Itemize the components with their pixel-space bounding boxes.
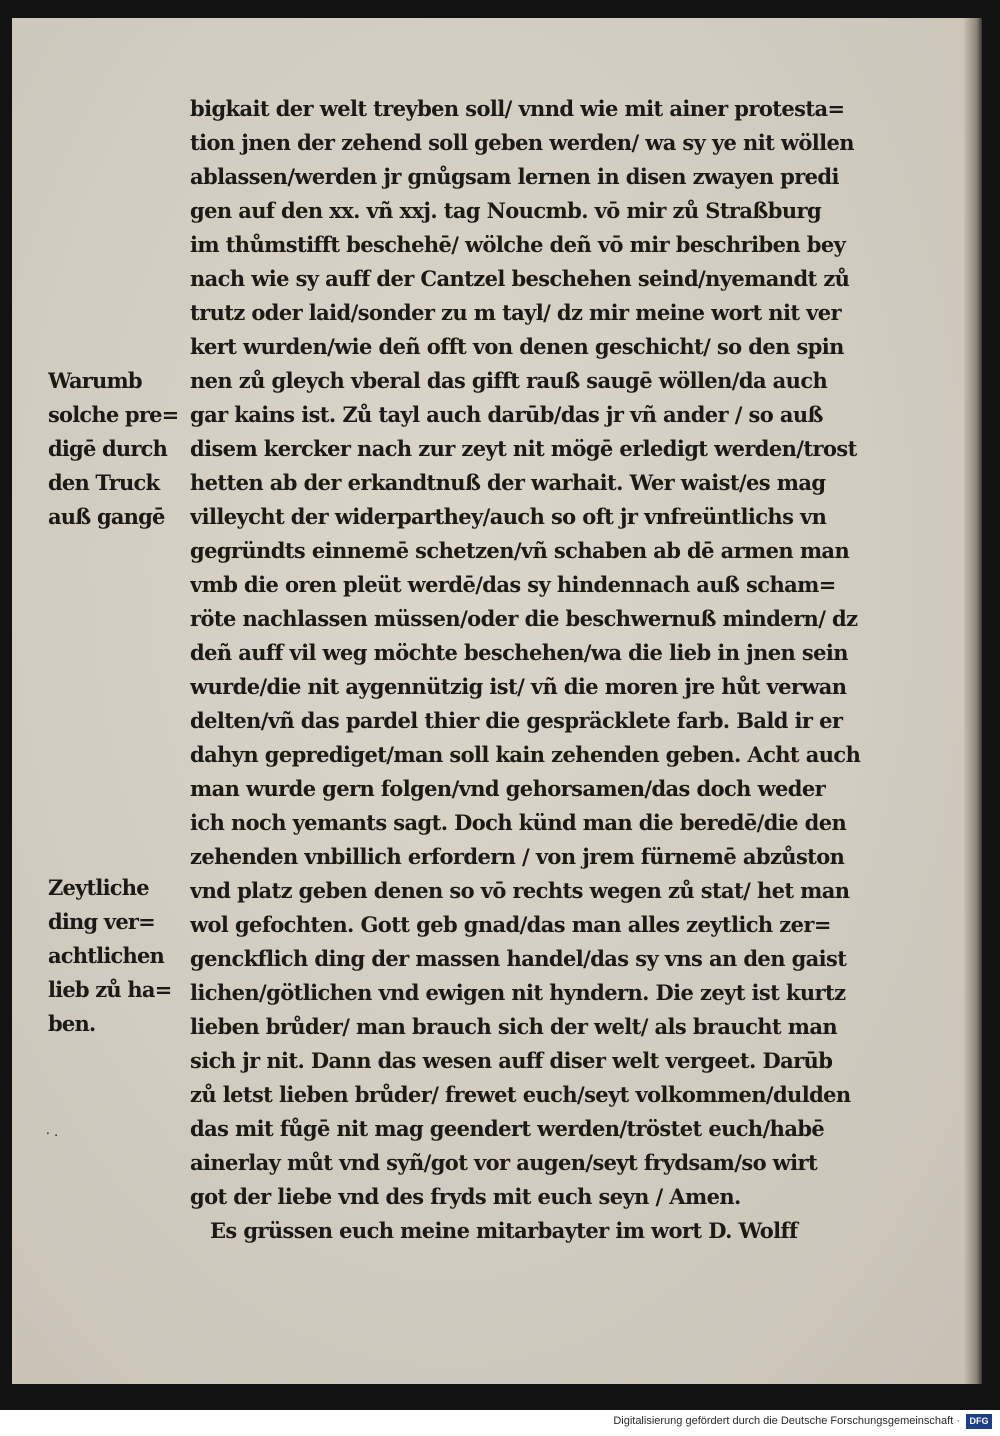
margin-note-line: digē durch — [48, 436, 168, 461]
text-line: man wurde gern folgen/vnd gehorsamen/das doch weder — [190, 776, 826, 801]
body-text — [190, 92, 920, 1248]
text-line: zů letst lieben brůder/ frewet euch/seyt volkommen/dulden — [190, 1082, 851, 1107]
margin-note-line: ding ver= — [48, 909, 155, 934]
text-line: lieben brůder/ man brauch sich der welt/ als braucht man — [190, 1014, 838, 1039]
text-line: röte nachlassen müssen/oder die beschwernuß mindern/ dz — [190, 606, 858, 631]
ink-smudge: ⸱ ⸳ — [46, 1126, 58, 1142]
text-line: kert wurden/wie deñ offt von denen geschicht/ so den spin — [190, 334, 844, 359]
text-line: hetten ab der erkandtnuß der warhait. Wer waist/es mag — [190, 470, 826, 495]
text-line: sich jr nit. Dann das wesen auff diser welt vergeet. Darūb — [190, 1048, 833, 1073]
margin-note-line: ben. — [48, 1011, 96, 1036]
text-line: got der liebe vnd des fryds mit euch seyn / Amen. — [190, 1184, 741, 1209]
margin-note-line: den Truck — [48, 470, 160, 495]
page-edge — [964, 18, 982, 1384]
text-line: bigkait der welt treyben soll/ vnnd wie mit ainer protesta= — [190, 96, 845, 121]
text-line: vmb die oren pleüt werdē/das sy hindennach auß scham= — [190, 572, 836, 597]
text-line: im thůmstifft beschehē/ wölche deñ vō mir beschriben bey — [190, 232, 846, 257]
text-line: ablassen/werden jr gnůgsam lernen in disen zwayen predi — [190, 164, 839, 189]
footer-credit: Digitalisierung gefördert durch die Deutsche Forschungsgemeinschaft · — [613, 1415, 960, 1427]
text-line: nen zů gleych vberal das gifft rauß saugē wöllen/da auch — [190, 368, 828, 393]
text-line: gar kains ist. Zů tayl auch darūb/das jr vñ ander / so auß — [190, 402, 823, 427]
text-line: tion jnen der zehend soll geben werden/ wa sy ye nit wöllen — [190, 130, 854, 155]
text-line: lichen/götlichen vnd ewigen nit hyndern. Die zeyt ist kurtz — [190, 980, 846, 1005]
text-line: trutz oder laid/sonder zu m tayl/ dz mir meine wort nit ver — [190, 300, 841, 325]
dfg-logo-icon[interactable]: DFG — [966, 1414, 992, 1429]
margin-note-line: Warumb — [48, 368, 142, 393]
text-line: wol gefochten. Gott geb gnad/das man alles zeytlich zer= — [190, 912, 831, 937]
text-line: ich noch yemants sagt. Doch künd man die beredē/die den — [190, 810, 847, 835]
digitization-footer — [0, 1410, 1000, 1436]
text-line: genckflich ding der massen handel/das sy vns an den gaist — [190, 946, 847, 971]
closing-line: Es grüssen euch meine mitarbayter im wort D. Wolff — [210, 1218, 798, 1243]
text-line: wurde/die nit aygennützig ist/ vñ die moren jre hůt verwan — [190, 674, 847, 699]
text-line: disem kercker nach zur zeyt nit mögē erledigt werden/trost — [190, 436, 857, 461]
text-line: dahyn geprediget/man soll kain zehenden geben. Acht auch — [190, 742, 861, 767]
margin-note-line: achtlichen — [48, 943, 165, 968]
text-line: nach wie sy auff der Cantzel beschehen seind/nyemandt zů — [190, 266, 850, 291]
margin-note-temporal — [48, 871, 190, 1041]
margin-note-line: solche pre= — [48, 402, 179, 427]
text-line: deñ auff vil weg möchte beschehen/wa die lieb in jnen sein — [190, 640, 848, 665]
margin-note-line: auß gangē — [48, 504, 165, 529]
text-line: villeycht der widerparthey/auch so oft jr vnfreüntlichs vn — [190, 504, 827, 529]
text-line: gen auf den xx. vñ xxj. tag Noucmb. vō mir zů Straßburg — [190, 198, 822, 223]
text-line: zehenden vnbillich erfordern / von jrem fürnemē abzůston — [190, 844, 845, 869]
text-line: vnd platz geben denen so vō rechts wegen zů stat/ het man — [190, 878, 850, 903]
text-line: das mit fůgē nit mag geendert werden/tröstet euch/habē — [190, 1116, 825, 1141]
margin-note-line: Zeytliche — [48, 875, 149, 900]
margin-note-printing — [48, 364, 190, 534]
margin-note-line: lieb zů ha= — [48, 977, 172, 1002]
text-line: gegründts einnemē schetzen/vñ schaben ab dē armen man — [190, 538, 850, 563]
text-line: ainerlay můt vnd syñ/got vor augen/seyt frydsam/so wirt — [190, 1150, 818, 1175]
text-line: delten/vñ das pardel thier die gespräcklete farb. Bald ir er — [190, 708, 843, 733]
